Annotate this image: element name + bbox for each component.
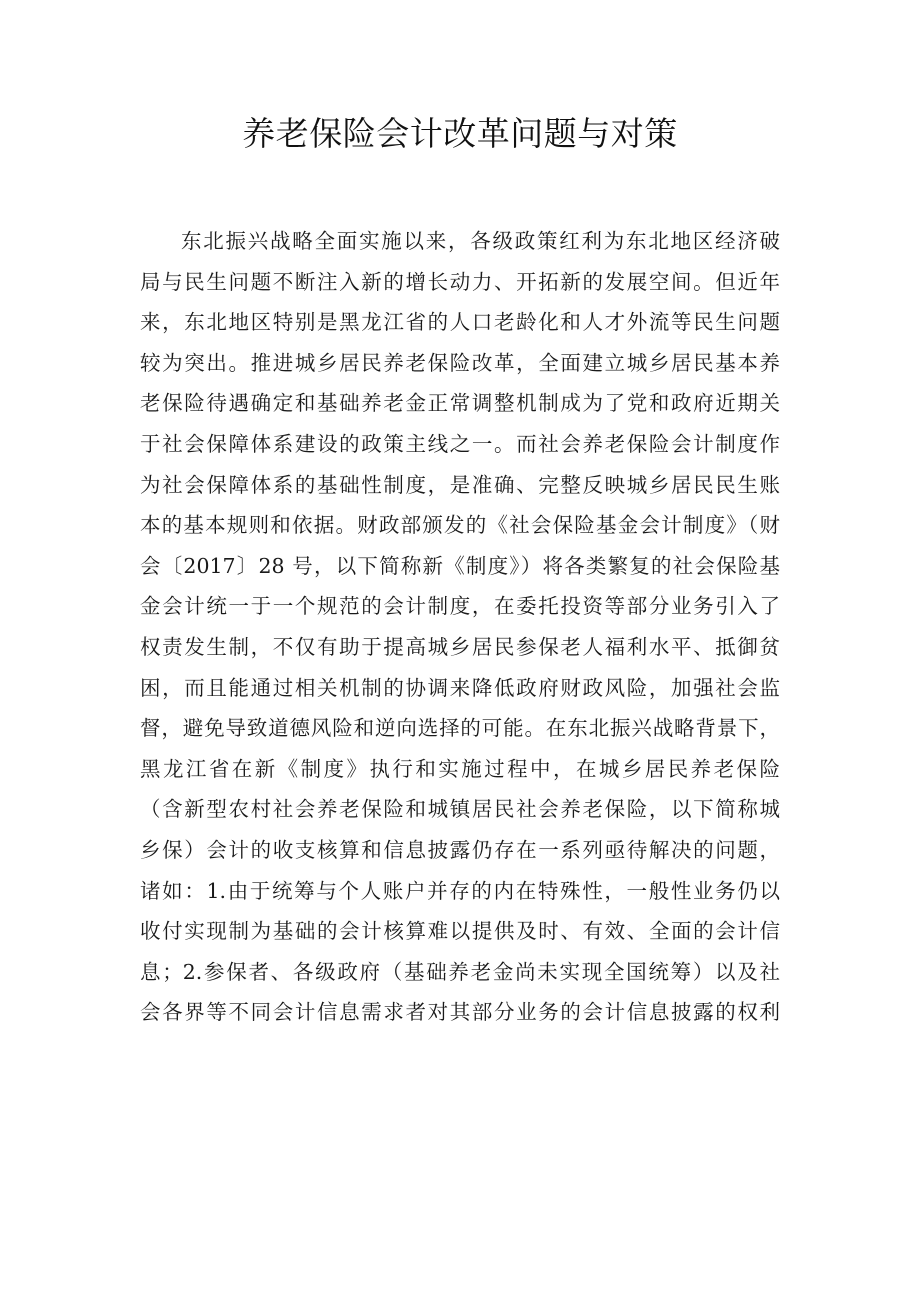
paragraph-line: （含新型农村社会养老保险和城镇居民社会养老保险，以下简称城: [140, 797, 780, 822]
paragraph-line: 老保险待遇确定和基础养老金正常调整机制成为了党和政府近期关: [140, 391, 780, 416]
paragraph-line: 黑龙江省在新《制度》执行和实施过程中，在城乡居民养老保险: [140, 756, 780, 781]
paragraph-line: 为社会保障体系的基础性制度，是准确、完整反映城乡居民民生账: [140, 472, 780, 497]
paragraph-line: 东北振兴战略全面实施以来，各级政策红利为东北地区经济破: [181, 229, 780, 253]
paragraph-line: 会〔2017〕28 号，以下简称新《制度》）将各类繁复的社会保险基: [140, 553, 780, 578]
paragraph-line: 息；2.参保者、各级政府（基础养老金尚未实现全国统筹）以及社: [140, 959, 780, 984]
paragraph-line: 收付实现制为基础的会计核算难以提供及时、有效、全面的会计信: [140, 919, 780, 944]
paragraph-line: 较为突出。推进城乡居民养老保险改革，全面建立城乡居民基本养: [140, 350, 780, 375]
paragraph-line: 督，避免导致道德风险和逆向选择的可能。在东北振兴战略背景下，: [140, 716, 780, 741]
paragraph-line: 本的基本规则和依据。财政部颁发的《社会保险基金会计制度》（财: [140, 513, 780, 538]
paragraph-line: 局与民生问题不断注入新的增长动力、开拓新的发展空间。但近年: [140, 269, 780, 294]
paragraph-line: 会各界等不同会计信息需求者对其部分业务的会计信息披露的权利: [140, 1000, 780, 1025]
paragraph-line: 来，东北地区特别是黑龙江省的人口老龄化和人才外流等民生问题: [140, 310, 780, 335]
paragraph-line: 权责发生制，不仅有助于提高城乡居民参保老人福利水平、抵御贫: [140, 634, 780, 659]
document-title: 养老保险会计改革问题与对策: [242, 114, 678, 153]
paragraph-line: 乡保）会计的收支核算和信息披露仍存在一系列亟待解决的问题，: [140, 837, 780, 862]
document-body: [140, 221, 780, 1033]
paragraph-line: 金会计统一于一个规范的会计制度，在委托投资等部分业务引入了: [140, 594, 780, 619]
paragraph-line: 诸如：1.由于统筹与个人账户并存的内在特殊性，一般性业务仍以: [140, 878, 780, 903]
paragraph-line: 于社会保障体系建设的政策主线之一。而社会养老保险会计制度作: [140, 431, 780, 456]
paragraph-line: 困，而且能通过相关机制的协调来降低政府财政风险，加强社会监: [140, 675, 780, 700]
